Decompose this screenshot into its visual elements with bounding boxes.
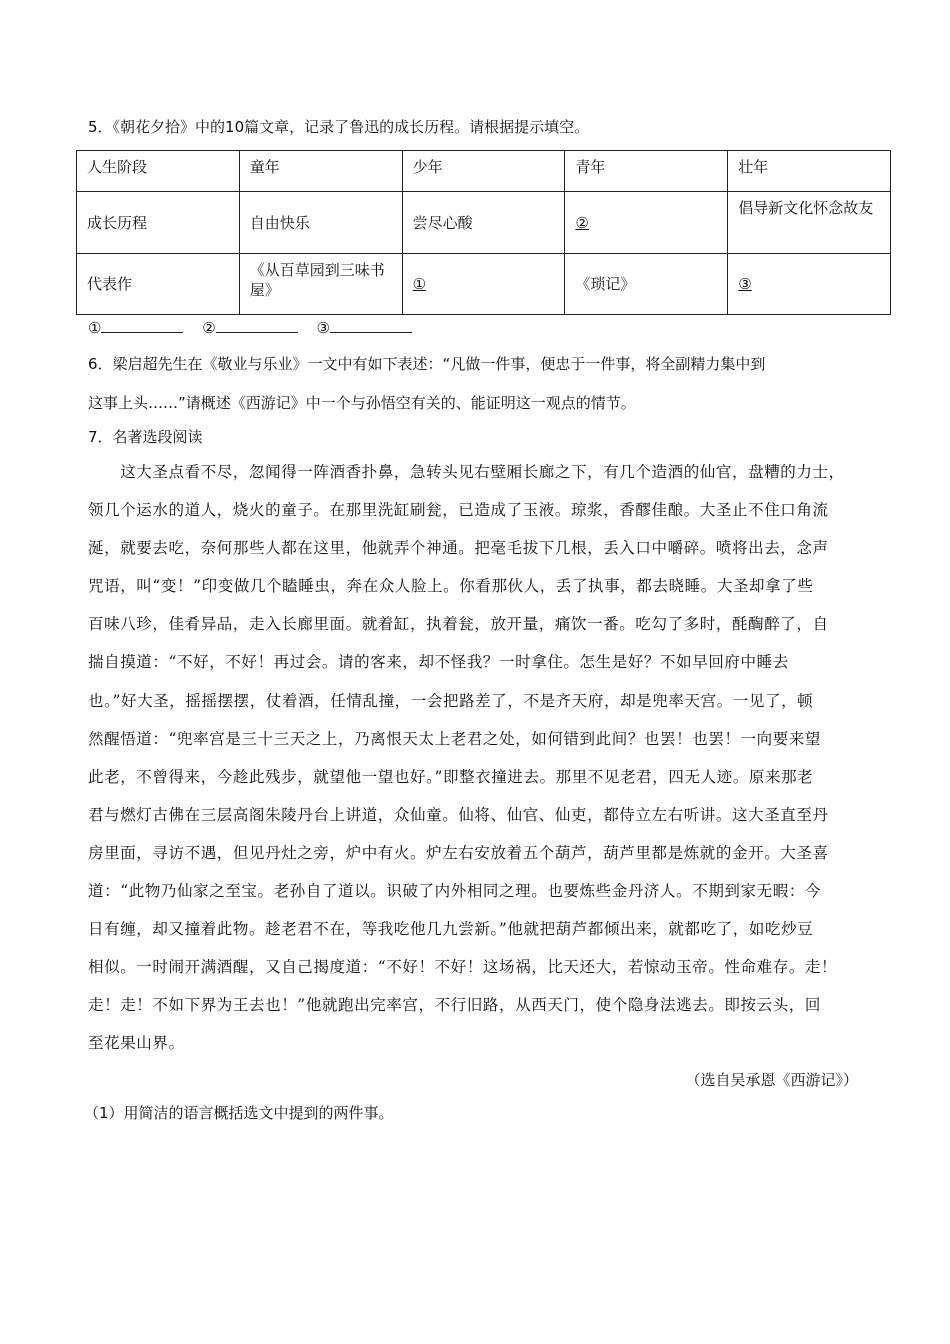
question-6-line-1: 6．梁启超先生在《敬业与乐业》一文中有如下表述：“凡做一件事，便忠于一件事，将全副精力集中到 xyxy=(88,355,766,373)
table-cell: 少年 xyxy=(402,151,565,192)
answer-blanks xyxy=(88,318,426,338)
reading-passage xyxy=(88,462,868,1072)
passage-line: 走！走！不如下界为王去也！”他就跑出完率宫，不行旧路，从西天门，使个隐身法逃去。即按云头，回 xyxy=(88,996,822,1015)
passage-line: 此老，不曾得来，今趁此残步，就望他一望也好。”即整衣撞进去。那里不见老君，四无人迹。原来那老 xyxy=(88,767,814,786)
passage-line: 道：“此物乃仙家之至宝。老孙自了道以。识破了内外相同之理。也要炼些金丹济人。不期到家无暇：今 xyxy=(88,882,822,901)
table-cell: 代表作 xyxy=(77,254,240,315)
passage-line: 领几个运水的道人，烧火的童子。在那里洗缸刷瓮，已造成了玉液。琼浆，香醪佳酿。大圣止不住口角流 xyxy=(88,501,829,520)
passage-line: 百味八珍，佳肴异品，走入长廊里面。就着缸，执着瓮，放开量，痛饮一番。吃勾了多时，酕醄醉了，自 xyxy=(88,615,829,634)
table-cell: 人生阶段 xyxy=(77,151,240,192)
passage-source: （选自吴承恩《西游记》） xyxy=(685,1071,858,1089)
answer-blank-3[interactable]: ③ xyxy=(316,318,411,338)
answer-blank-2[interactable]: ② xyxy=(202,318,297,338)
passage-line: 然醒悟道：“兜率宫是三十三天之上，乃离恨天太上老君之处，如何错到此间？也罢！也罢！一向要来望 xyxy=(88,729,822,748)
question-6-line-2: 这事上头……”请概述《西游记》中一个与孙悟空有关的、能证明这一观点的情节。 xyxy=(88,394,636,412)
question-7-title: 7．名著选段阅读 xyxy=(88,428,203,446)
passage-line: 相似。一时闹开满酒醒，又自己揭度道：“不好！不好！这场祸，比天还大，若惊动玉帝。性命难存。走！ xyxy=(88,958,838,977)
table-cell: 成长历程 xyxy=(77,192,240,254)
table-cell: 尝尽心酸 xyxy=(402,192,565,254)
table-row xyxy=(77,254,891,315)
table-row xyxy=(77,151,891,192)
blank-cell-3[interactable]: ③ xyxy=(728,254,891,315)
passage-line: 日有缠，却又撞着此物。趁老君不在，等我吃他几九尝新。”他就把葫芦都倾出来，就都吃了，如吃炒豆 xyxy=(88,920,814,939)
question-5-prompt: 5．《朝花夕拾》中的10篇文章，记录了鲁迅的成长历程。请根据提示填空。 xyxy=(88,118,590,136)
passage-line: 也。”好大圣，摇摇摆摆，仗着酒，任情乱撞，一会把路差了，不是齐天府，却是兜率天宫。一见了，顿 xyxy=(88,691,814,710)
passage-line: 揣自摸道：“不好，不好！再过会。请的客来，却不怪我？一时拿住。怎生是好？不如早回府中睡去 xyxy=(88,653,789,672)
passage-line: 房里面，寻访不遇，但见丹灶之旁，炉中有火。炉左右安放着五个葫芦，葫芦里都是炼就的金开。大圣喜 xyxy=(88,843,829,862)
answer-blank-1[interactable]: ① xyxy=(88,318,183,338)
growth-table xyxy=(76,150,891,315)
table-row xyxy=(77,192,891,254)
passage-line: 君与燃灯古佛在三层高阁朱陵丹台上讲道，众仙童。仙将、仙官、仙吏，都侍立左右听讲。这大圣直至丹 xyxy=(88,805,829,824)
passage-line: 咒语，叫“变！”印变做几个瞌睡虫，奔在众人脸上。你看那伙人，丢了执事，都去晓睡。大圣却拿了些 xyxy=(88,577,814,596)
table-cell: 壮年 xyxy=(728,151,891,192)
passage-line: 这大圣点看不尽，忽闻得一阵酒香扑鼻，急转头见右壁厢长廊之下，有几个造酒的仙官，盘糟的力士， xyxy=(88,463,845,481)
question-7-subquestion-1: （1）用简洁的语言概括选文中提到的两件事。 xyxy=(84,1104,394,1122)
table-cell: 童年 xyxy=(239,151,402,192)
passage-line: 涎，就要去吃，奈何那些人都在这里，他就弄个神通。把毫毛拔下几根，丢入口中嚼碎。喷将出去，念声 xyxy=(88,539,829,558)
table-cell: 青年 xyxy=(565,151,728,192)
table-cell: 倡导新文化怀念故友 xyxy=(728,192,891,254)
table-cell: 《琐记》 xyxy=(565,254,728,315)
table-cell: 《从百草园到三味书屋》 xyxy=(239,254,402,315)
table-cell: 自由快乐 xyxy=(239,192,402,254)
passage-line: 至花果山界。 xyxy=(88,1034,185,1053)
blank-cell-1[interactable]: ① xyxy=(402,254,565,315)
blank-cell-2[interactable]: ② xyxy=(565,192,728,254)
